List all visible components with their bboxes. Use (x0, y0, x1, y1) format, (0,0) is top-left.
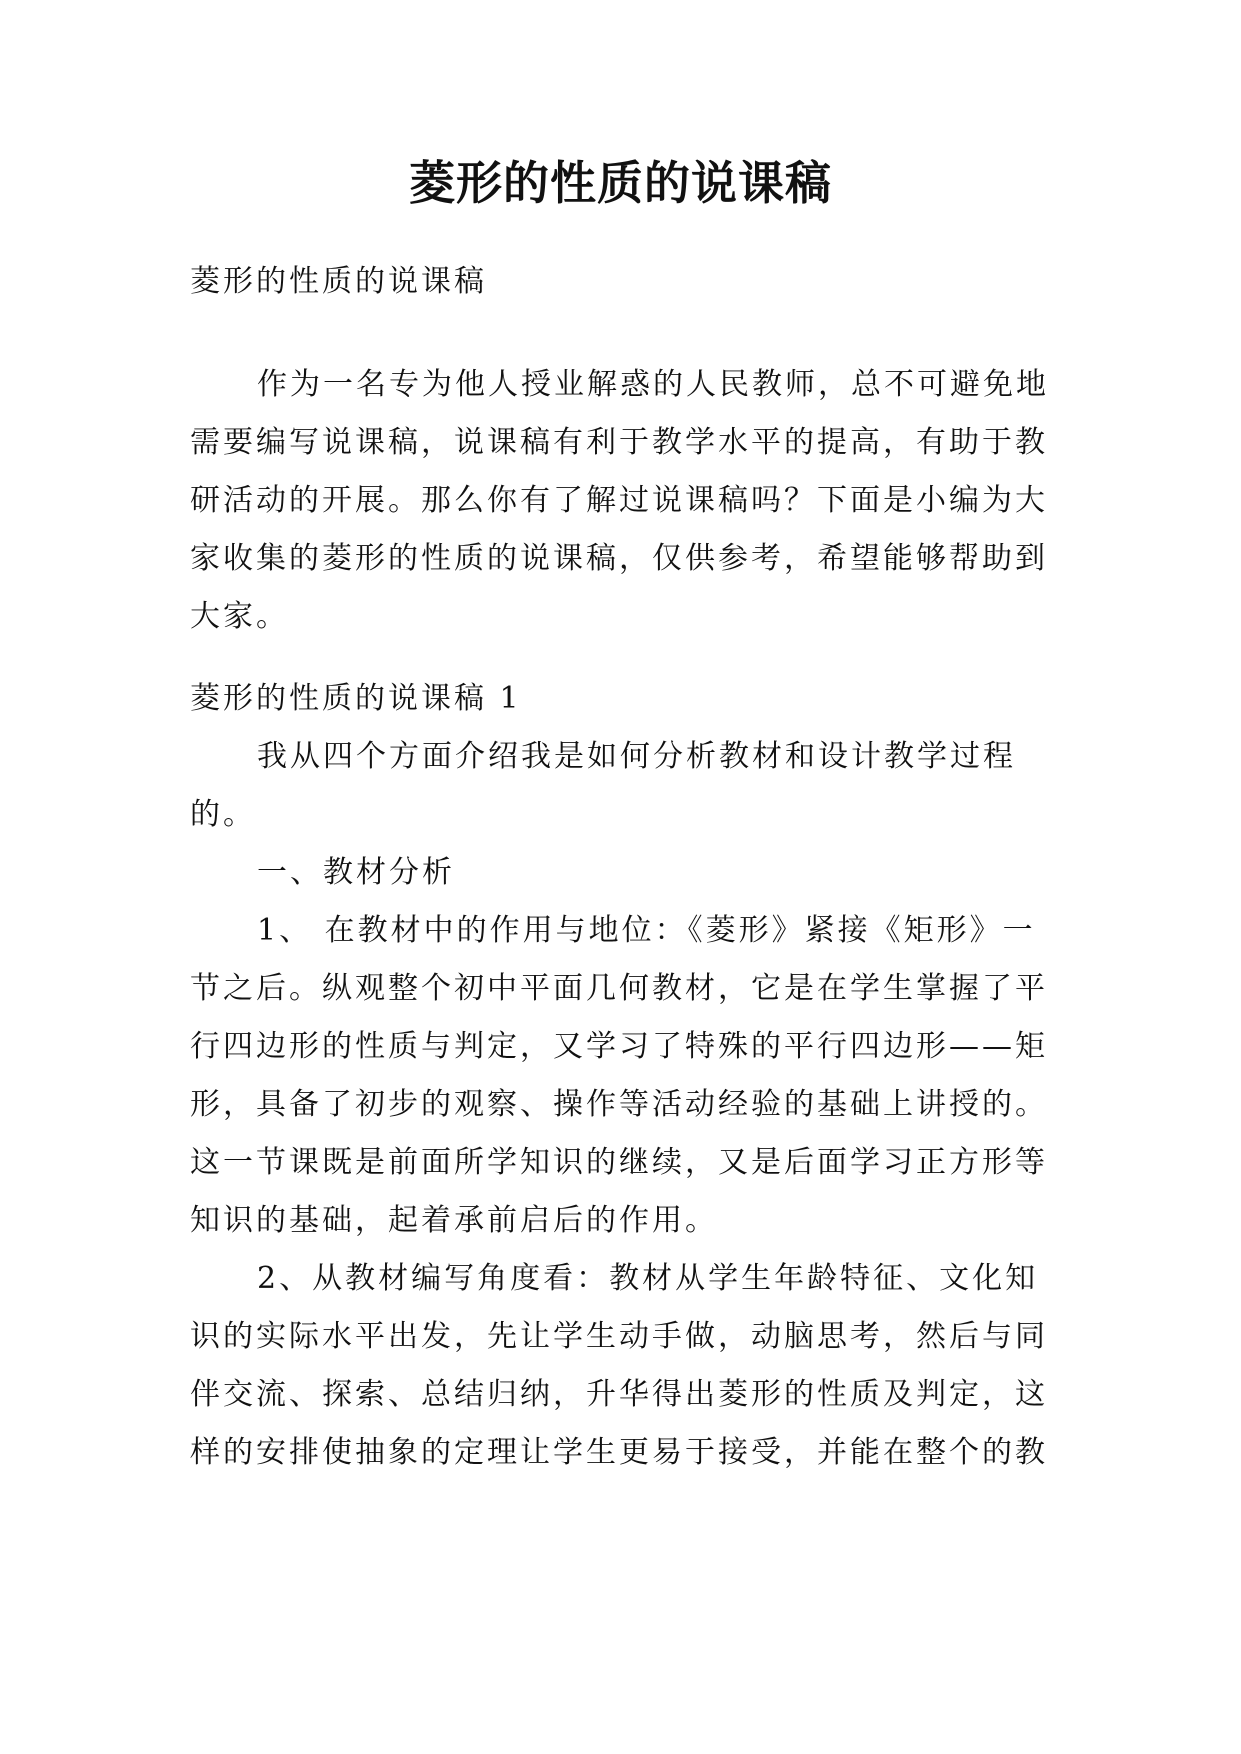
paragraph-line: 我从四个方面介绍我是如何分析教材和设计教学过程 (257, 739, 1016, 774)
subtitle-line: 菱形的性质的说课稿 (190, 264, 487, 299)
paragraph-line: 节之后。纵观整个初中平面几何教材，它是在学生掌握了平 (190, 971, 1048, 1006)
section-heading-line: 菱形的性质的说课稿 1 (190, 681, 522, 716)
item-1-paragraph (190, 902, 1052, 1250)
paragraph-line: 家收集的菱形的性质的说课稿，仅供参考，希望能够帮助到 (190, 541, 1048, 576)
document-subtitle (190, 253, 1052, 311)
paragraph-line: 研活动的开展。那么你有了解过说课稿吗？下面是小编为大 (190, 483, 1048, 518)
paragraph-line: 行四边形的性质与判定，又学习了特殊的平行四边形——矩 (190, 1029, 1048, 1064)
subheading-textbook-analysis (190, 844, 1052, 902)
paragraph-line: 识的实际水平出发，先让学生动手做，动脑思考，然后与同 (190, 1319, 1048, 1354)
paragraph-line: 知识的基础，起着承前启后的作用。 (190, 1203, 718, 1238)
intro-paragraph (190, 356, 1052, 646)
paragraph-line: 2、从教材编写角度看：教材从学生年龄特征、文化知 (257, 1261, 1039, 1296)
paragraph-line: 1、 在教材中的作用与地位：《菱形》紧接《矩形》一 (257, 913, 1036, 948)
paragraph-line: 的。 (190, 797, 256, 832)
paragraph-line: 形，具备了初步的观察、操作等活动经验的基础上讲授的。 (190, 1087, 1048, 1122)
subheading-line: 一、教材分析 (257, 855, 455, 890)
paragraph-line: 大家。 (190, 599, 289, 634)
section-intro-paragraph (190, 728, 1052, 844)
paragraph-line: 这一节课既是前面所学知识的继续，又是后面学习正方形等 (190, 1145, 1048, 1180)
paragraph-line: 作为一名专为他人授业解惑的人民教师，总不可避免地 (257, 367, 1049, 402)
paragraph-line: 伴交流、探索、总结归纳，升华得出菱形的性质及判定，这 (190, 1377, 1048, 1412)
document-title: 菱形的性质的说课稿 (409, 156, 832, 210)
paragraph-line: 样的安排使抽象的定理让学生更易于接受，并能在整个的教 (190, 1435, 1048, 1470)
paragraph-line: 需要编写说课稿，说课稿有利于教学水平的提高，有助于教 (190, 425, 1048, 460)
item-2-paragraph (190, 1250, 1052, 1482)
section-heading (190, 670, 1052, 728)
